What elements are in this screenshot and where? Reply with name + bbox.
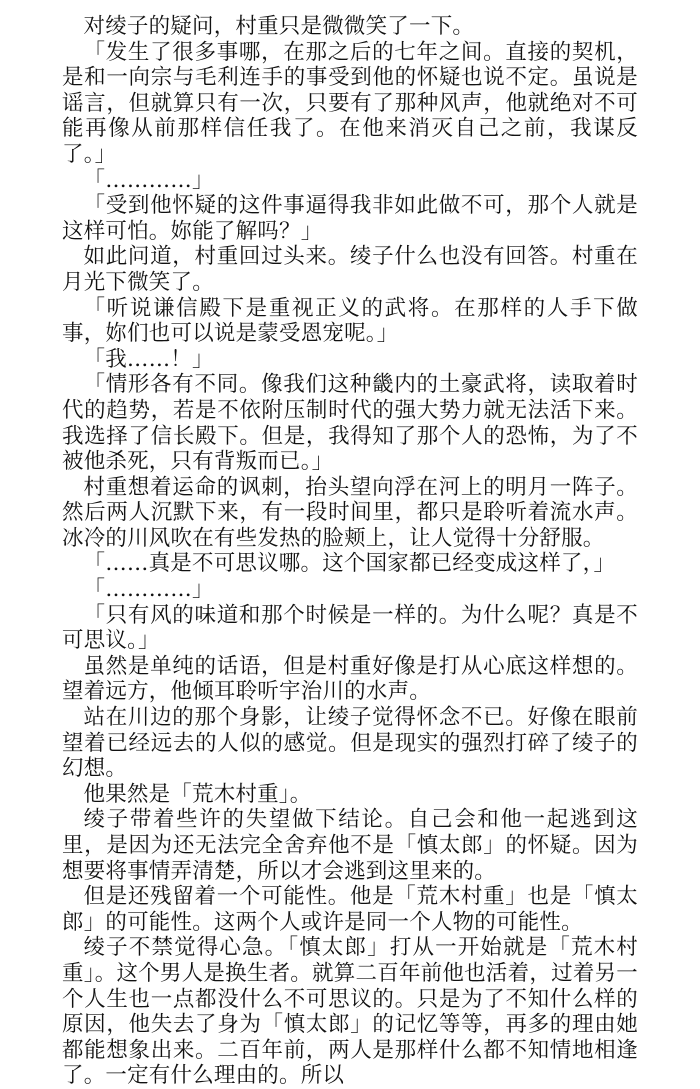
- paragraph-14: 站在川边的那个身影，让绫子觉得怀念不已。好像在眼前望着已经远去的人似的感觉。但是现实的强烈打碎了绫子的幻想。: [62, 705, 638, 782]
- paragraph-15: 他果然是「荒木村重」。: [83, 781, 312, 807]
- paragraph-10: 「……真是不可思议哪。这个国家都已经变成这样了，」: [83, 551, 616, 577]
- paragraph-9: 村重想着运命的讽刺，抬头望向浮在河上的明月一阵子。然后两人沉默下来，有一段时间里，都只是聆听着流水声。冰冷的川风吹在有些发热的脸颊上，让人觉得十分舒服。: [62, 474, 638, 551]
- paragraph-18: 绫子不禁觉得心急。「慎太郎」打从一开始就是「荒木村重」。这个男人是换生者。就算二百年前他也活着，过着另一个人生也一点都没什么不可思议的。只是为了不知什么样的原因，他失去了身为「慎太郎」的记忆等等，再多的理由她都能想象出来。二百年前，两人是那样什么都不知情地相逢了。一定有什么理由的。所以: [62, 935, 638, 1089]
- paragraph-2: 「发生了很多事哪，在那之后的七年之间。直接的契机，是和一向宗与毛利连手的事受到他的怀疑也说不定。虽说是谣言，但就算只有一次，只要有了那种风声，他就绝对不可能再像从前那样信任我了。在他来消灭自己之前，我谋反了。」: [62, 39, 638, 167]
- paragraph-1: 对绫子的疑问，村重只是微微笑了一下。: [83, 14, 475, 39]
- document-page: [62, 14, 638, 1089]
- paragraph-12: 「只有风的味道和那个时候是一样的。为什么呢？真是不可思议。」: [62, 602, 638, 654]
- paragraph-5: 如此问道，村重回过头来。绫子什么也没有回答。村重在月光下微笑了。: [62, 244, 638, 295]
- paragraph-16: 绫子带着些许的失望做下结论。自己会和他一起逃到这里，是因为还无法完全舍弃他不是「慎太郎」的怀疑。因为想要将事情弄清楚，所以才会逃到这里来的。: [62, 807, 638, 884]
- paragraph-8: 「情形各有不同。像我们这种畿内的土豪武将，读取着时代的趋势，若是不依附压制时代的强大势力就无法活下来。我选择了信长殿下。但是，我得知了那个人的恐怖，为了不被他杀死，只有背叛而已。」: [62, 372, 638, 475]
- paragraph-4: 「受到他怀疑的这件事逼得我非如此做不可，那个人就是这样可怕。妳能了解吗？」: [62, 193, 638, 244]
- paragraph-7: 「我……！」: [83, 346, 214, 372]
- paragraph-6: 「听说谦信殿下是重视正义的武将。在那样的人手下做事，妳们也可以说是蒙受恩宠呢。」: [62, 295, 638, 347]
- paragraph-13: 虽然是单纯的话语，但是村重好像是打从心底这样想的。望着远方，他倾耳聆听宇治川的水声。: [62, 653, 638, 705]
- paragraph-11: 「…………」: [83, 577, 214, 603]
- paragraph-3: 「…………」: [83, 167, 214, 193]
- paragraph-17: 但是还残留着一个可能性。他是「荒木村重」也是「慎太郎」的可能性。这两个人或许是同一个人物的可能性。: [62, 884, 638, 935]
